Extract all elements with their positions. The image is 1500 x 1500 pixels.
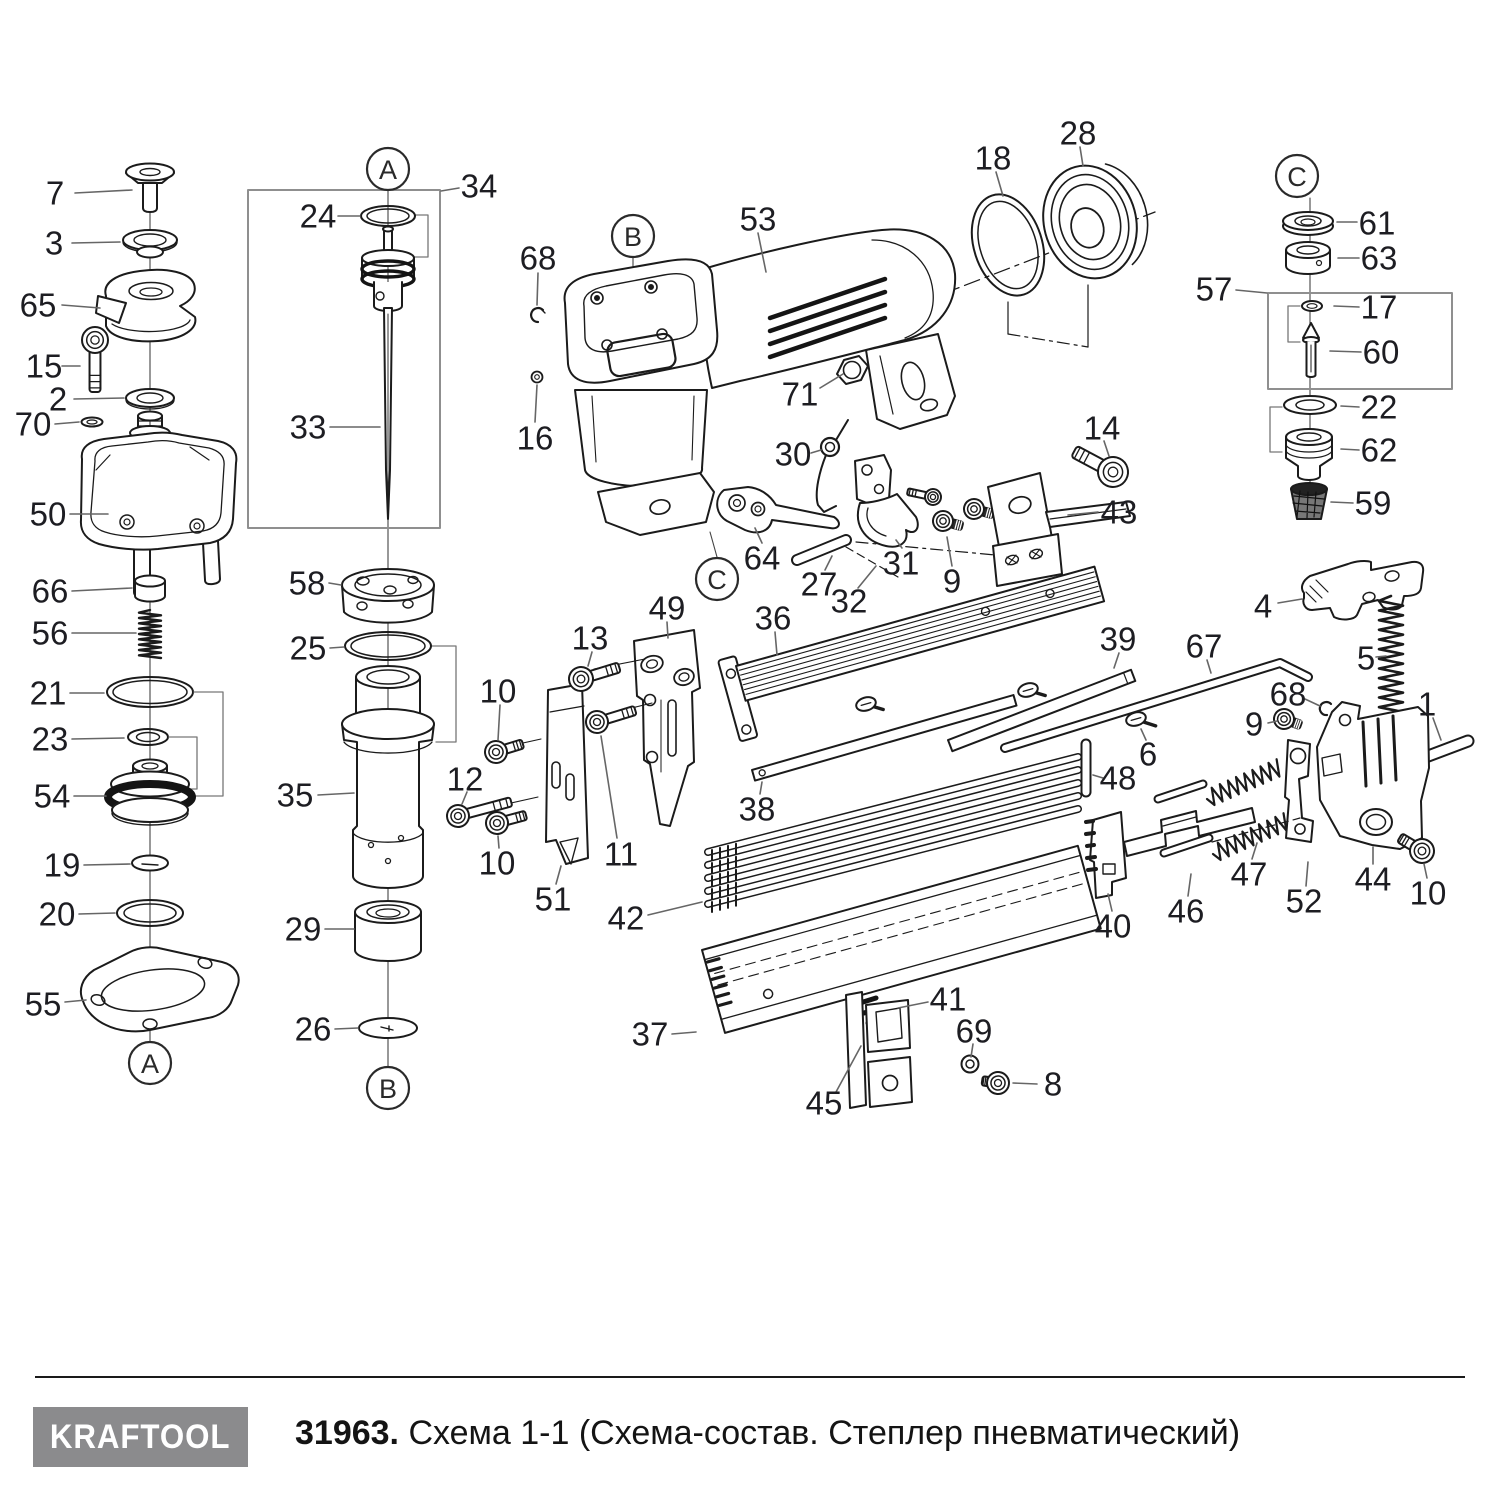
part-36-rail — [718, 557, 1114, 742]
callout-20: 20 — [38, 895, 76, 933]
leader-3 — [72, 242, 120, 243]
part-33-driver-piston — [362, 227, 414, 520]
callout-31: 31 — [882, 544, 920, 582]
marker-A: A — [378, 155, 398, 185]
callout-65: 65 — [19, 286, 57, 324]
callout-60: 60 — [1362, 333, 1400, 371]
leader-66 — [72, 588, 132, 591]
part-41-door-plate — [846, 992, 912, 1108]
leader-62 — [1341, 449, 1359, 450]
part-2-washer — [126, 389, 174, 409]
callout-71: 71 — [781, 375, 819, 413]
leader-11 — [601, 736, 617, 838]
callout-13: 13 — [571, 619, 609, 657]
callout-59: 59 — [1354, 484, 1392, 522]
callout-37: 37 — [631, 1015, 669, 1053]
part-54-piston — [108, 760, 192, 826]
part-19-washer — [132, 856, 168, 871]
part-30-torsion-spring — [817, 420, 848, 512]
part-53-front-housing — [565, 259, 718, 535]
callout-66: 66 — [31, 572, 69, 610]
part-71-nut — [837, 356, 868, 384]
part-16-ring — [532, 372, 543, 383]
marker-C: C — [707, 565, 727, 595]
callout-10: 10 — [479, 672, 517, 710]
callout-29: 29 — [284, 910, 322, 948]
callout-50: 50 — [29, 495, 67, 533]
callout-69: 69 — [955, 1012, 993, 1050]
part-26-disc — [359, 1018, 417, 1038]
bracket-18-28 — [1008, 285, 1088, 347]
callout-42: 42 — [607, 899, 645, 937]
callout-44: 44 — [1354, 860, 1392, 898]
drawing-code: 31963. — [295, 1414, 399, 1452]
leader-34 — [441, 188, 459, 191]
leader-59 — [1331, 502, 1353, 503]
part-23-oring — [128, 729, 168, 745]
part-52-guide-plate — [1285, 740, 1313, 842]
callout-26: 26 — [294, 1010, 332, 1048]
part-62-valve-seat — [1286, 429, 1332, 480]
part-11-bolt — [583, 700, 638, 736]
leader-60 — [1330, 351, 1361, 352]
callout-39: 39 — [1099, 620, 1137, 658]
callout-36: 36 — [754, 599, 792, 637]
leader-57 — [1236, 290, 1267, 293]
marker-B: B — [623, 222, 643, 252]
callout-9: 9 — [1244, 705, 1264, 743]
part-18-oring — [960, 185, 1057, 305]
callout-21: 21 — [29, 674, 67, 712]
callout-23: 23 — [31, 720, 69, 758]
part-59-filter — [1291, 483, 1327, 519]
callout-10: 10 — [478, 844, 516, 882]
leader-8 — [1013, 1083, 1037, 1084]
leader-42 — [648, 902, 702, 915]
leader-17 — [1334, 306, 1359, 307]
leader-58 — [329, 583, 341, 585]
part-47-springs — [1158, 759, 1286, 860]
leader-26 — [335, 1028, 358, 1029]
part-13-bolt — [566, 656, 623, 694]
leader-22 — [1341, 406, 1359, 407]
leader-16 — [535, 385, 537, 422]
callout-35: 35 — [276, 776, 314, 814]
callout-56: 56 — [31, 614, 69, 652]
part-9-valve-a — [931, 509, 965, 536]
part-10-screw-a — [482, 733, 526, 765]
part-40-pusher — [1086, 812, 1126, 898]
callout-53: 53 — [739, 200, 777, 238]
part-69-washer — [962, 1056, 979, 1073]
part-65-deflector — [96, 270, 195, 342]
leader-68 — [1305, 699, 1320, 706]
part-15-bolt — [82, 327, 108, 392]
callout-30: 30 — [774, 435, 812, 473]
leader-37 — [672, 1032, 696, 1034]
callout-46: 46 — [1167, 892, 1205, 930]
part-28-cap — [1031, 152, 1160, 289]
part-66-pin-cap — [135, 576, 165, 602]
callout-55: 55 — [24, 985, 62, 1023]
leader-71 — [820, 374, 843, 388]
callout-52: 52 — [1285, 882, 1323, 920]
callout-41: 41 — [929, 980, 967, 1018]
callout-16: 16 — [516, 419, 554, 457]
part-39-screw — [1017, 680, 1046, 703]
leader-2 — [74, 398, 124, 399]
callout-9: 9 — [942, 562, 962, 600]
callout-27: 27 — [800, 565, 838, 603]
callout-40: 40 — [1094, 907, 1132, 945]
callout-62: 62 — [1360, 431, 1398, 469]
footer — [0, 1400, 1500, 1490]
part-55-gasket — [81, 947, 239, 1031]
marker-C: C — [1287, 162, 1307, 192]
callout-22: 22 — [1360, 388, 1398, 426]
part-61-washer — [1283, 212, 1333, 235]
callout-17: 17 — [1360, 288, 1398, 326]
callout-8: 8 — [1043, 1065, 1063, 1103]
part-17-ring — [1302, 301, 1322, 311]
leader-35 — [318, 793, 354, 795]
callout-38: 38 — [738, 790, 776, 828]
leader-5 — [1376, 656, 1386, 657]
callout-64: 64 — [743, 539, 781, 577]
callout-33: 33 — [289, 408, 327, 446]
part-63-cap — [1286, 242, 1330, 274]
callout-7: 7 — [45, 174, 65, 212]
part-51-front-plate — [546, 684, 588, 864]
part-68-clip-left — [531, 308, 545, 322]
leader-68 — [537, 273, 538, 305]
callout-58: 58 — [288, 564, 326, 602]
logo-text: KRAFTOOL — [50, 1417, 231, 1456]
callout-1: 1 — [1417, 685, 1437, 723]
part-31-pivot-pin — [906, 484, 943, 507]
callout-14: 14 — [1083, 409, 1121, 447]
callout-10: 10 — [1409, 874, 1447, 912]
callout-24: 24 — [299, 197, 337, 235]
leader-70 — [55, 422, 79, 424]
callout-12: 12 — [446, 760, 484, 798]
leader-19 — [84, 864, 130, 865]
part-58-cylinder-cap — [342, 569, 434, 623]
drawing-caption: Схема 1-1 (Схема-состав. Степлер пневматический) — [399, 1414, 1241, 1452]
callout-43: 43 — [1100, 493, 1138, 531]
part-4-latch — [1302, 561, 1423, 620]
callout-57: 57 — [1195, 270, 1233, 308]
callout-45: 45 — [805, 1084, 843, 1122]
callout-5: 5 — [1356, 639, 1376, 677]
callout-68: 68 — [1269, 675, 1307, 713]
callout-67: 67 — [1185, 627, 1223, 665]
callout-51: 51 — [534, 880, 572, 918]
callout-15: 15 — [25, 347, 63, 385]
kraftool-logo — [33, 1407, 248, 1467]
leader-7 — [75, 190, 132, 193]
callout-28: 28 — [1059, 114, 1097, 152]
callout-4: 4 — [1253, 587, 1273, 625]
part-31-trigger — [855, 455, 918, 547]
part-22-washer — [1284, 396, 1336, 414]
part-44-rear-housing — [1317, 702, 1429, 849]
marker-A: A — [140, 1049, 160, 1079]
part-grip-strut — [866, 334, 955, 429]
leader-23 — [72, 738, 124, 739]
part-50-cylinder-head — [81, 412, 236, 598]
callout-2: 2 — [48, 380, 68, 418]
leader-25 — [330, 647, 344, 648]
callout-25: 25 — [289, 629, 327, 667]
leader-10 — [498, 705, 500, 740]
part-64-contact-lever — [717, 487, 839, 532]
part-27-pin — [797, 540, 846, 560]
leader-65 — [62, 305, 100, 308]
callout-18: 18 — [974, 139, 1012, 177]
part-60-firing-pin — [1303, 323, 1319, 377]
leader-30 — [811, 450, 821, 453]
callout-11: 11 — [603, 835, 639, 873]
part-68-clip-right — [1320, 702, 1331, 715]
footer-divider — [35, 1376, 1465, 1378]
callout-54: 54 — [33, 777, 71, 815]
part-3-grommet — [123, 230, 177, 258]
leader-4 — [1278, 599, 1302, 603]
callout-70: 70 — [14, 405, 52, 443]
callout-6: 6 — [1138, 735, 1158, 773]
part-29-bushing — [355, 901, 421, 961]
callout-32: 32 — [830, 582, 868, 620]
callout-49: 49 — [648, 589, 686, 627]
callout-3: 3 — [44, 224, 64, 262]
callout-47: 47 — [1230, 855, 1268, 893]
callout-48: 48 — [1099, 759, 1137, 797]
callout-19: 19 — [43, 846, 81, 884]
callout-61: 61 — [1358, 204, 1396, 242]
callout-63: 63 — [1360, 239, 1398, 277]
marker-B: B — [378, 1074, 398, 1104]
part-5-spring — [1379, 596, 1403, 712]
part-8-screw — [981, 1070, 1011, 1096]
part-38-screw — [855, 694, 884, 717]
callout-34: 34 — [460, 167, 498, 205]
leader-20 — [79, 913, 115, 914]
part-7-screw — [126, 164, 174, 213]
part-70-ring — [82, 418, 103, 427]
bracket-24 — [405, 215, 456, 742]
drawing-title — [295, 1414, 1240, 1453]
detail-box-0 — [248, 190, 440, 528]
callout-68: 68 — [519, 239, 557, 277]
